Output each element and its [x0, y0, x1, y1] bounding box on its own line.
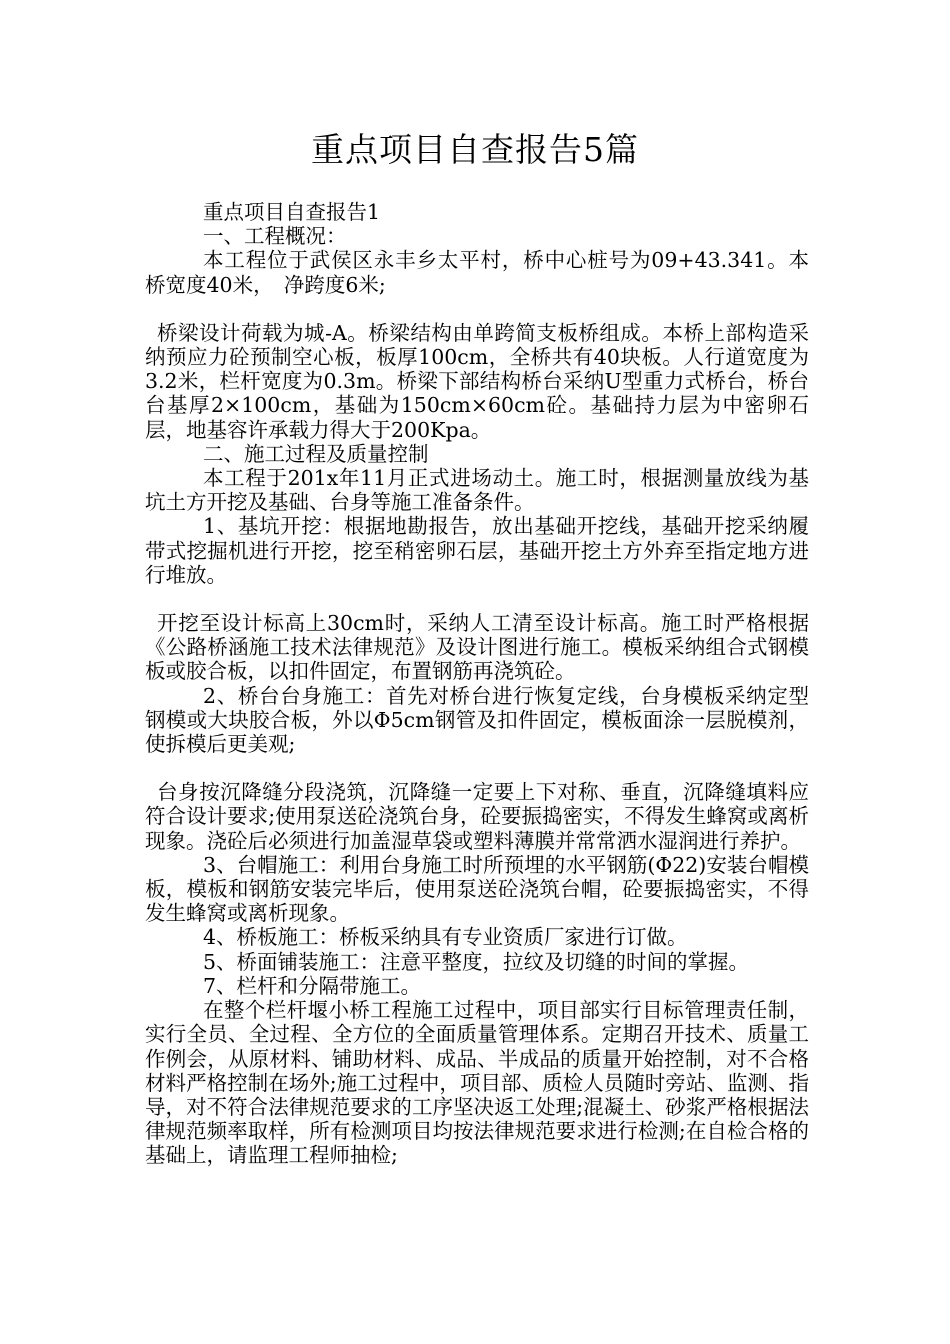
- paragraph-railing: 7、栏杆和分隔带施工。: [203, 973, 422, 998]
- paragraph-start: 本工程于201x年11月正式进场动土。施工时，根据测量放线为基坑土方开挖及基础、台身等施工准备条件。: [145, 466, 809, 515]
- section-heading-overview: 一、工程概况：: [203, 224, 347, 249]
- section-heading-construction: 二、施工过程及质量控制: [203, 441, 429, 466]
- paragraph-excavation: 1、基坑开挖：根据地勘报告，放出基础开挖线，基础开挖采纳履带式挖掘机进行开挖，挖至稍密卵石层，基础开挖土方外弃至指定地方进行堆放。: [145, 514, 809, 587]
- paragraph-excavation-detail: 开挖至设计标高上30cm时，采纳人工清至设计标高。施工时严格根据《公路桥涵施工技术法律规范》及设计图进行施工。模板采纳组合式钢模板或胶合板，以扣件固定，布置钢筋再浇筑砼。: [145, 611, 809, 684]
- paragraph-quality: 在整个栏杆堰小桥工程施工过程中，项目部实行目标管理责任制，实行全员、全过程、全方位的全面质量管理体系。定期召开技术、质量工作例会，从原材料、铺助材料、成品、半成品的质量开始控制，对不合格材料严格控制在场外;施工过程中，项目部、质检人员随时旁站、监测、指导，对不符合法律规范要求的工序坚决返工处理;混凝土、砂浆严格根据法律规范频率取样，所有检测项目均按法律规范要求进行检测;在自检合格的基础上，请监理工程师抽检;: [145, 998, 809, 1168]
- paragraph-abutment-detail: 台身按沉降缝分段浇筑，沉降缝一定要上下对称、垂直，沉降缝填料应符合设计要求;使用泵送砼浇筑台身，砼要振捣密实，不得发生蜂窝或离析现象。浇砼后必须进行加盖湿草袋或塑料薄膜并常常洒水湿润进行养护。: [145, 780, 809, 853]
- paragraph-abutment: 2、桥台台身施工：首先对桥台进行恢复定线，台身模板采纳定型钢模或大块胶合板，外以Φ5cm钢管及扣件固定，模板面涂一层脱模剂，使拆模后更美观;: [145, 683, 809, 757]
- paragraph-design-load: 桥梁设计荷载为城-A。桥梁结构由单跨简支板桥组成。本桥上部构造采纳预应力砼预制空心板，板厚100cm，全桥共有40块板。人行道宽度为3.2米，栏杆宽度为0.3m。桥梁下部结构桥台采纳U型重力式桥台，桥台台基厚2×100cm，基础为150cm×60cm砼。基础持力层为中密卵石层，地基容许承载力得大于200Kpa。: [145, 320, 809, 442]
- document-title: 重点项目自查报告5篇: [311, 130, 639, 169]
- paragraph-location: 本工程位于武侯区永丰乡太平村，桥中心桩号为09+43.341。本桥宽度40米， 净跨度6米;: [145, 248, 809, 297]
- paragraph-slab: 4、桥板施工：桥板采纳具有专业资质厂家进行订做。: [203, 925, 688, 950]
- paragraph-cap: 3、台帽施工：利用台身施工时所预埋的水平钢筋(Φ22)安装台帽模板，模板和钢筋安装完毕后，使用泵送砼浇筑台帽，砼要振捣密实，不得发生蜂窝或离析现象。: [145, 852, 809, 926]
- report-heading: 重点项目自查报告1: [203, 200, 381, 224]
- paragraph-deck: 5、桥面铺装施工：注意平整度，拉纹及切缝的时间的掌握。: [203, 949, 750, 974]
- document-body: [145, 200, 809, 1168]
